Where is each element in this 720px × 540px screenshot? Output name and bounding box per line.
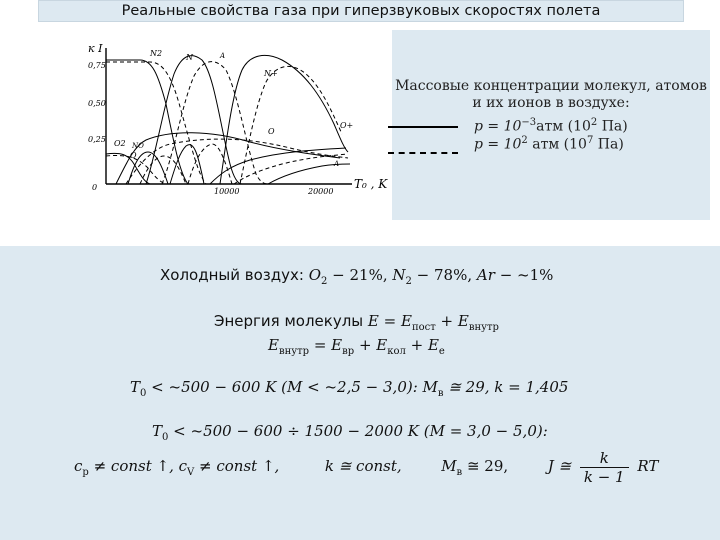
chart-x-tick: 20000 — [308, 187, 334, 196]
chart-label-a: A — [220, 52, 226, 60]
properties-line: $c_p$ ≠ const ↑, $c_V$ ≠ const ↑, k ≅ const, $M_в$ ≅ 29, J ≅ $\frac{k}{k - 1}$ RT — [74, 448, 659, 486]
temperature-line-1: $T_0$ < ~500 − 600 K (M < ~2,5 − 3,0): $M_в$ ≅ 29, k = 1,405 — [130, 378, 569, 399]
chart-label-o: O — [130, 151, 137, 160]
chart-label-oplus: O+ — [340, 121, 354, 130]
chart-x-label: T₀ , K — [354, 177, 388, 191]
chart-y-tick: 0,75 — [88, 61, 106, 70]
curve-n-dashed — [162, 62, 268, 184]
info-heading-line1: Массовые концентрации молекул, атомов — [395, 78, 707, 94]
legend-dashed-label: $p = 10^2$ атм ($10^7$ Па) — [474, 135, 624, 153]
info-heading-line2: и их ионов в воздухе: — [472, 95, 630, 111]
curve-o-solid — [116, 133, 340, 184]
curve-extra-1 — [170, 145, 204, 184]
chart-x-tick: 10000 — [214, 187, 240, 196]
legend-solid-label: $p = 10^{-3}атм$ ($10^2$ Па) — [474, 117, 628, 135]
chart-y-tick: 0,25 — [88, 135, 106, 144]
chart-label-a: A — [334, 160, 340, 168]
chart-label-no: NO — [132, 142, 144, 150]
chart-label-nplus: N+ — [264, 69, 278, 78]
energy-line-1: Энергия молекулы $E = E_{пост} + E_{внутр}$ — [214, 312, 499, 333]
curve-n2-dashed — [106, 62, 206, 184]
cold-air-line: Холодный воздух: $O_2 - 21\%$, $N_2 - 78\%$, Ar − ~1% — [160, 266, 554, 287]
chart-label-n2: N2 — [150, 49, 163, 58]
chart-label-n: N — [186, 53, 193, 62]
energy-line-2: $E_{внутр} = E_{вр} + E_{кол} + E_e$ — [268, 336, 445, 357]
curve-o2-solid — [106, 153, 150, 184]
chart-y-label: к I — [88, 42, 103, 55]
slide-title: Реальные свойства газа при гиперзвуковых скоростях полета — [38, 0, 684, 22]
chart-label-o: O — [268, 127, 275, 136]
chart-y-tick: 0 — [92, 183, 98, 192]
legend-solid-line — [388, 126, 458, 128]
concentration-chart — [70, 34, 390, 204]
legend-dashed-line — [388, 152, 458, 154]
fraction: $\frac{k}{k - 1}$ — [580, 449, 629, 486]
curve-nplus-dashed — [240, 66, 342, 184]
chart-label-o2: O2 — [114, 139, 126, 148]
chart-y-tick: 0,50 — [88, 99, 106, 108]
temperature-line-2: $T_0$ < ~500 − 600 ÷ 1500 − 2000 K (M = 3,0 − 5,0): — [152, 422, 548, 443]
info-heading — [392, 78, 710, 112]
